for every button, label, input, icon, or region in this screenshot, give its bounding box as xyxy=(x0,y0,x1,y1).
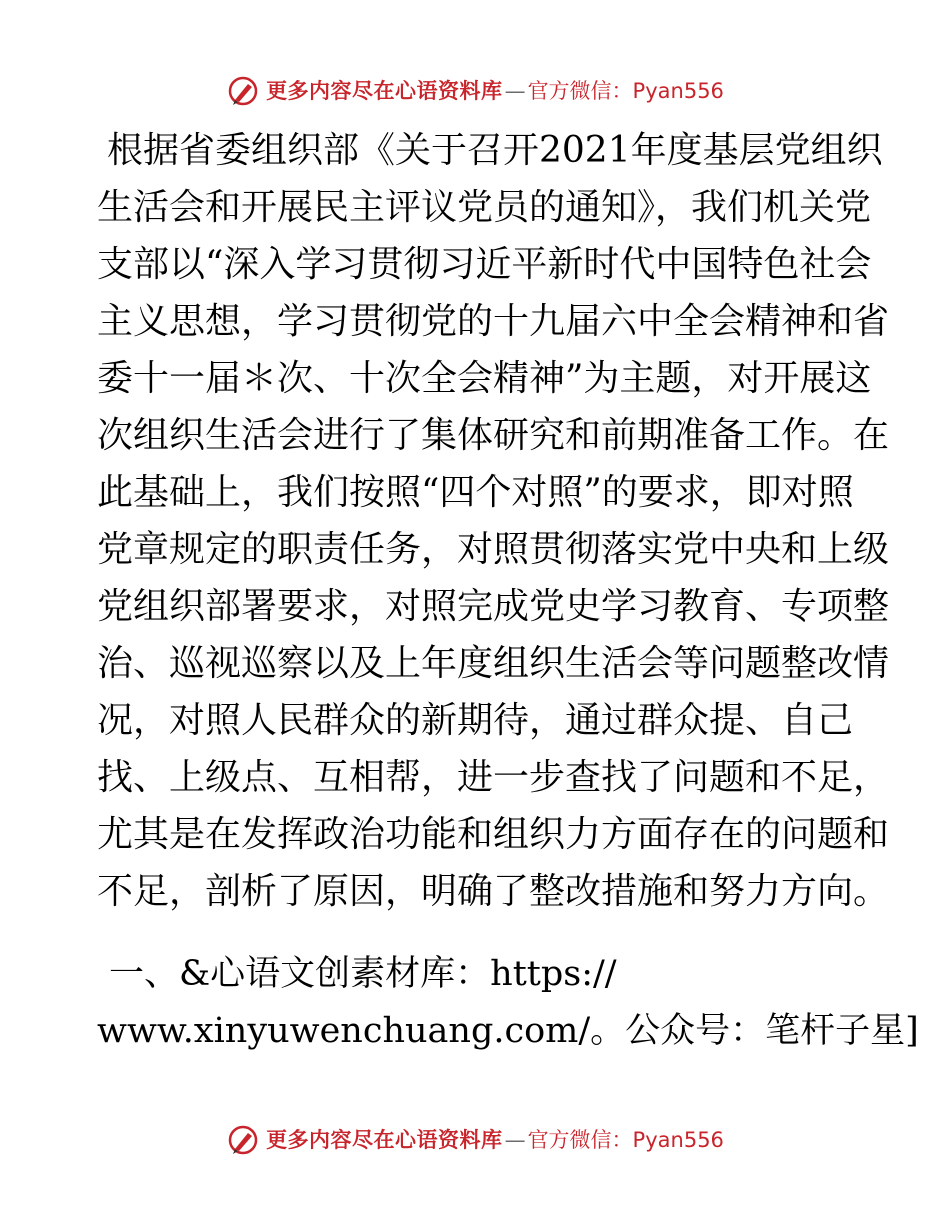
section-heading: 一、&心语文创素材库：https:// xyxy=(109,954,617,994)
paragraph-line: 党章规定的职责任务，对照贯彻落实党中央和上级 xyxy=(97,529,890,570)
banner-brand-text: 更多内容尽在心语资料库 xyxy=(266,1128,503,1152)
banner-dash: — xyxy=(504,1128,526,1152)
paragraph-gap xyxy=(97,920,857,946)
paragraph-line: 委十一届＊次、十次全会精神”为主题，对开展这 xyxy=(97,358,872,399)
header-watermark-banner xyxy=(0,71,950,111)
paragraph-line: 支部以“深入学习贯彻习近平新时代中国特色社会 xyxy=(97,244,872,285)
paragraph-line: 况，对照人民群众的新期待，通过群众提、自己 xyxy=(97,700,854,741)
banner-dash: — xyxy=(504,79,526,103)
paragraph-line: 主义思想，学习贯彻党的十九届六中全会精神和省 xyxy=(97,301,890,342)
paragraph-line: 根据省委组织部《关于召开2021年度基层党组织 xyxy=(107,130,883,171)
paragraph-line: 党组织部署要求，对照完成党史学习教育、专项整 xyxy=(97,586,890,627)
paragraph-line: 此基础上，我们按照“四个对照”的要求，即对照 xyxy=(97,472,854,513)
banner-wechat-text: 官方微信：Pyan556 xyxy=(527,1128,724,1152)
pen-logo-icon xyxy=(226,74,260,108)
paragraph-line: 次组织生活会进行了集体研究和前期准备工作。在 xyxy=(97,415,890,456)
paragraph-line: 生活会和开展民主评议党员的通知》，我们机关党 xyxy=(97,187,872,228)
banner-brand-text: 更多内容尽在心语资料库 xyxy=(266,79,503,103)
document-body xyxy=(97,122,919,1060)
banner-wechat-text: 官方微信：Pyan556 xyxy=(527,79,724,103)
footer-watermark-banner xyxy=(0,1120,950,1160)
pen-logo-icon xyxy=(226,1123,260,1157)
paragraph-line: 不足，剖析了原因，明确了整改措施和努力方向。 xyxy=(97,871,890,912)
paragraph-line: 尤其是在发挥政治功能和组织力方面存在的问题和 xyxy=(97,814,890,855)
paragraph-line: 找、上级点、互相帮，进一步查找了问题和不足， xyxy=(97,757,890,798)
section-url-line: www.xinyuwenchuang.com/。公众号：笔杆子星] xyxy=(97,1011,919,1051)
paragraph-line: 治、巡视巡察以及上年度组织生活会等问题整改情 xyxy=(97,643,890,684)
